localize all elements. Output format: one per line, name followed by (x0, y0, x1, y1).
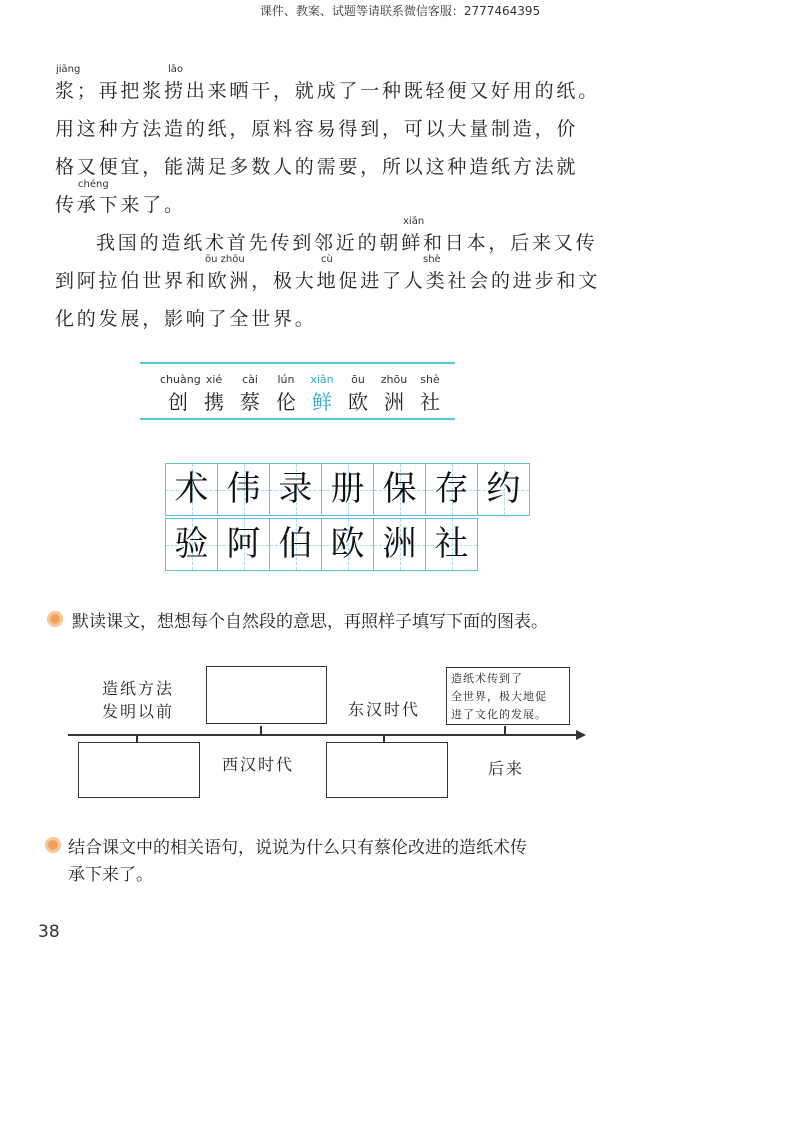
vocab-pinyin: shè (420, 373, 440, 386)
grid-char: 术 (174, 469, 209, 509)
pinyin-she: shè (423, 254, 441, 265)
grid-cell (217, 518, 270, 571)
pinyin-xian: xiǎn (403, 216, 425, 227)
vocab-top-rule (140, 362, 455, 364)
page-number: 38 (38, 922, 60, 942)
vocab-word (268, 372, 304, 416)
timeline-label-donghan: 东汉时代 (348, 700, 421, 719)
grid-char: 阿 (226, 524, 261, 564)
grid-cell (269, 518, 322, 571)
grid-cell (425, 463, 478, 516)
timeline-tick (383, 734, 385, 742)
grid-cell (321, 463, 374, 516)
passage-line: 传承下来了。 (55, 194, 186, 216)
vocab-pinyin: ōu (351, 373, 365, 386)
passage-line: 格又便宜，能满足多数人的需要，所以这种造纸方法就 (55, 156, 579, 178)
vocab-word (376, 372, 412, 416)
task-2-text-line1: 结合课文中的相关语句，说说为什么只有蔡伦改进的造纸术传 (68, 838, 527, 858)
grid-char: 约 (486, 469, 521, 509)
passage-line: 我国的造纸术首先传到邻近的朝鲜和日本，后来又传 (96, 232, 598, 254)
pinyin-jiang: jiāng (56, 64, 81, 75)
grid-char: 欧 (330, 524, 365, 564)
vocab-pinyin: xié (205, 373, 223, 386)
passage-line: 化的发展，影响了全世界。 (55, 308, 317, 330)
timeline-tick (136, 734, 138, 742)
task-bullet-icon (45, 837, 61, 853)
answer-box-bottom-2[interactable] (326, 742, 448, 798)
grid-char: 伟 (226, 469, 261, 509)
grid-char: 存 (434, 469, 469, 509)
vocab-pinyin: cài (242, 373, 258, 386)
timeline-label-xihan: 西汉时代 (222, 755, 295, 774)
timeline-label-before-1: 造纸方法 (102, 679, 175, 698)
passage-line: 浆；再把浆捞出来晒干，就成了一种既轻便又好用的纸。 (55, 80, 601, 102)
timeline-label-before-2: 发明以前 (102, 702, 175, 721)
timeline-axis (68, 734, 578, 736)
pinyin-cheng: chéng (78, 179, 109, 190)
grid-cell (217, 463, 270, 516)
grid-cell (477, 463, 530, 516)
grid-cell (165, 463, 218, 516)
vocab-char: 欧 (348, 390, 368, 414)
grid-cell (373, 518, 426, 571)
timeline-label-later: 后来 (488, 759, 525, 778)
timeline-tick (504, 726, 506, 734)
timeline-arrow-icon (576, 730, 586, 740)
page-header: 课件、教案、试题等请联系微信客服：2777464395 (259, 4, 541, 18)
vocab-pinyin: zhōu (380, 373, 408, 386)
grid-char: 验 (174, 524, 209, 564)
vocab-word (160, 372, 201, 416)
grid-cell (269, 463, 322, 516)
vocab-char: 创 (168, 390, 188, 414)
vocab-word (196, 372, 232, 416)
task-2-text-line2: 承下来了。 (68, 865, 153, 885)
grid-char: 社 (434, 524, 469, 564)
grid-char: 册 (330, 469, 365, 509)
vocab-char: 携 (204, 390, 224, 414)
passage-line: 用这种方法造的纸，原料容易得到，可以大量制造，价 (55, 118, 579, 140)
grid-char: 伯 (278, 524, 313, 564)
vocab-char: 洲 (384, 390, 404, 414)
vocab-bottom-rule (140, 418, 455, 420)
grid-cell (425, 518, 478, 571)
vocab-char: 伦 (276, 390, 296, 414)
pinyin-cu: cù (321, 254, 333, 265)
vocab-char: 鲜 (312, 390, 332, 414)
task-1-text: 默读课文，想想每个自然段的意思，再照样子填写下面的图表。 (72, 612, 548, 632)
vocab-word (340, 372, 376, 416)
passage-line: 到阿拉伯世界和欧洲，极大地促进了人类社会的进步和文 (55, 270, 601, 292)
grid-cell (373, 463, 426, 516)
pinyin-lao: lāo (168, 64, 184, 75)
vocab-word (412, 372, 448, 416)
pinyin-ouzhou: ōu zhōu (205, 254, 245, 265)
answer-box-top-1[interactable] (206, 666, 327, 724)
vocab-word-highlighted (304, 372, 340, 416)
vocab-pinyin: xiǎn (310, 373, 334, 386)
vocab-pinyin: lún (277, 373, 295, 386)
timeline-tick (260, 726, 262, 734)
grid-char: 保 (382, 469, 417, 509)
grid-cell (321, 518, 374, 571)
sample-answer-box: 造纸术传到了 全世界，极大地促 进了文化的发展。 (446, 667, 570, 725)
vocab-char: 蔡 (240, 390, 260, 414)
vocab-pinyin: chuàng (160, 373, 201, 386)
grid-char: 录 (278, 469, 313, 509)
task-bullet-icon (47, 611, 63, 627)
grid-cell (165, 518, 218, 571)
vocab-word (232, 372, 268, 416)
vocab-char: 社 (420, 390, 440, 414)
answer-box-bottom-1[interactable] (78, 742, 200, 798)
grid-char: 洲 (382, 524, 417, 564)
